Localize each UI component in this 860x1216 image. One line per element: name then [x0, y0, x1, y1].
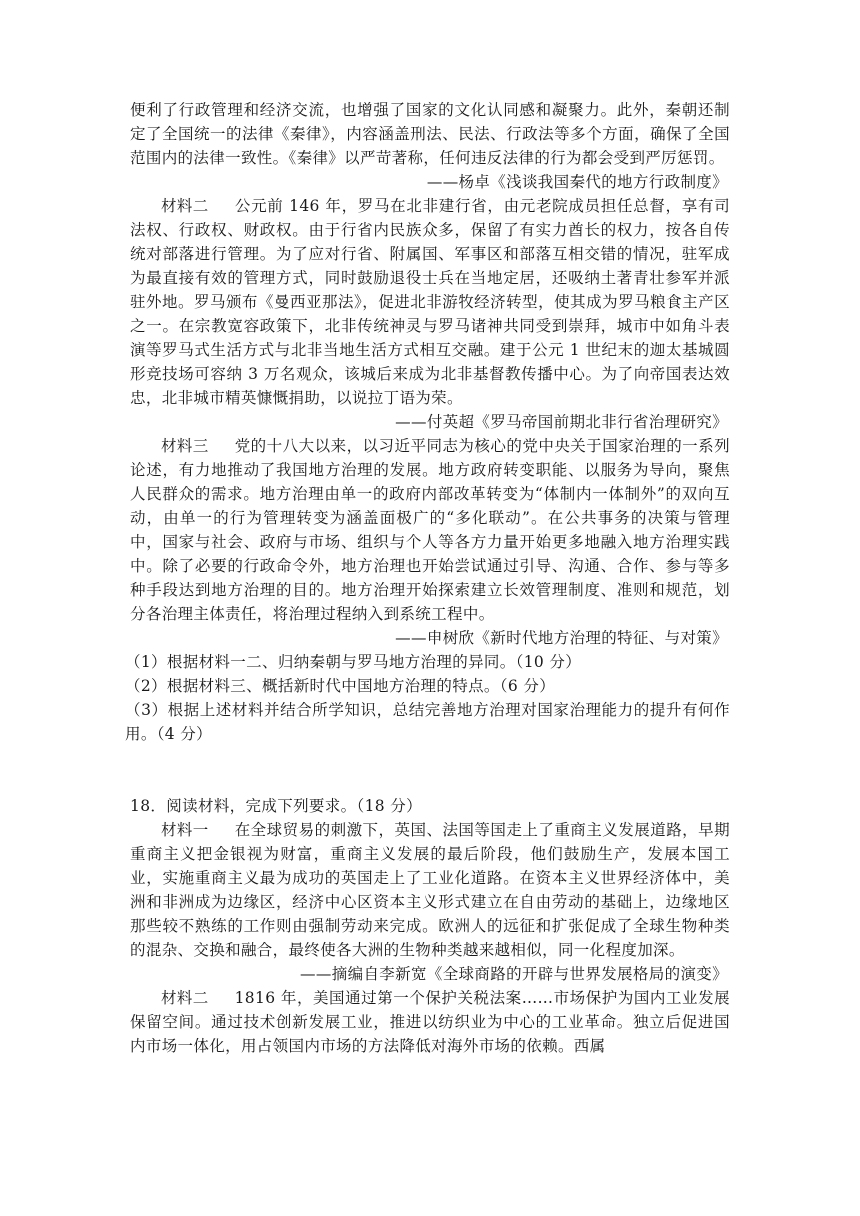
q17-material3-paragraph [130, 434, 730, 626]
q18-material1-label: 材料一 [161, 821, 209, 839]
section-spacer [130, 746, 730, 794]
q17-question-1: （1）根据材料一二、归纳秦朝与罗马地方治理的异同。（10 分） [125, 653, 582, 671]
q17-material2-source: ——付英超《罗马帝国前期北非行省治理研究》 [395, 413, 728, 431]
q17-intro-source: ——杨卓《浅谈我国秦代的地方行政制度》 [426, 173, 728, 191]
q18-heading: 18．阅读材料，完成下列要求。（18 分） [130, 797, 422, 815]
q18-material1-text: 在全球贸易的刺激下，英国、法国等国走上了重商主义发展道路，早期重商主义把金银视为财富，重商主义发展的最后阶段，他们鼓励生产，发展本国工业，实施重商主义最为成功的英国走上了工业化道路。在资本主义世界经济体中，美洲和非洲成为边缘区，经济中心区资本主义形式建立在自由劳动的基础上，边缘地区那些较不熟练的工作则由强制劳动来完成。欧洲人的远征和扩张促成了全球生物种类的混杂、交换和融合，最终使各大洲的生物种类越来越相似，同一化程度加深。 [130, 821, 730, 959]
document-page [125, 98, 730, 1058]
q17-material3-source: ——申树欣《新时代地方治理的特征、与对策》 [395, 629, 728, 647]
q17-question-3: （3）根据上述材料并结合所学知识，总结完善地方治理对国家治理能力的提升有何作用。（4 分） [125, 701, 730, 743]
q18-material1-source: ——摘编自李新宽《全球商路的开辟与世界发展格局的演变》 [300, 965, 728, 983]
q18-material2-label: 材料二 [161, 989, 209, 1007]
q18-material2-paragraph [130, 986, 730, 1058]
q17-material3-label: 材料三 [161, 437, 209, 455]
q17-question-2: （2）根据材料三、概括新时代中国地方治理的特点。（6 分） [125, 677, 556, 695]
q18-material1-paragraph [130, 818, 730, 962]
q17-material2-text: 公元前 146 年，罗马在北非建行省，由元老院成员担任总督，享有司法权、行政权、财政权。由于行省内民族众多，保留了有实力酋长的权力，按各自传统对部落进行管理。为了应对行省、附属国、军事区和部落互相交错的情况，驻军成为最直接有效的管理方式，同时鼓励退役士兵在当地定居，还吸纳土著青壮参军并派驻外地。罗马颁布《曼西亚那法》，促进北非游牧经济转型，使其成为罗马粮食主产区之一。在宗教宽容政策下，北非传统神灵与罗马诸神共同受到崇拜，城市中如角斗表演等罗马式生活方式与北非当地生活方式相互交融。建于公元 1 世纪末的迦太基城圆形竞技场可容纳 3 万名观众，该城后来成为北非基督教传播中心。为了向帝国表达效忠，北非城市精英慷慨捐助，以说拉丁语为荣。 [130, 197, 730, 407]
q18-material2-text: 1816 年，美国通过第一个保护关税法案……市场保护为国内工业发展保留空间。通过技术创新发展工业，推进以纺织业为中心的工业革命。独立后促进国内市场一体化，用占领国内市场的方法降低对海外市场的依赖。西属 [130, 989, 730, 1055]
q17-intro-paragraph: 便利了行政管理和经济交流，也增强了国家的文化认同感和凝聚力。此外，秦朝还制定了全国统一的法律《秦律》，内容涵盖刑法、民法、行政法等多个方面，确保了全国范围内的法律一致性。《秦律》以严苛著称，任何违反法律的行为都会受到严厉惩罚。 [130, 101, 730, 167]
q17-material3-text: 党的十八大以来，以习近平同志为核心的党中央关于国家治理的一系列论述，有力地推动了我国地方治理的发展。地方政府转变职能、以服务为导向，聚焦人民群众的需求。地方治理由单一的政府内部改革转变为“体制内一体制外”的双向互动，由单一的行为管理转变为涵盖面极广的“多化联动”。在公共事务的决策与管理中，国家与社会、政府与市场、组织与个人等各方力量开始更多地融入地方治理实践中。除了必要的行政命令外，地方治理也开始尝试通过引导、沟通、合作、参与等多种手段达到地方治理的目的。地方治理开始探索建立长效管理制度、准则和规范，划分各治理主体责任，将治理过程纳入到系统工程中。 [130, 437, 730, 623]
q17-material2-paragraph [130, 194, 730, 410]
q17-material2-label: 材料二 [161, 197, 209, 215]
